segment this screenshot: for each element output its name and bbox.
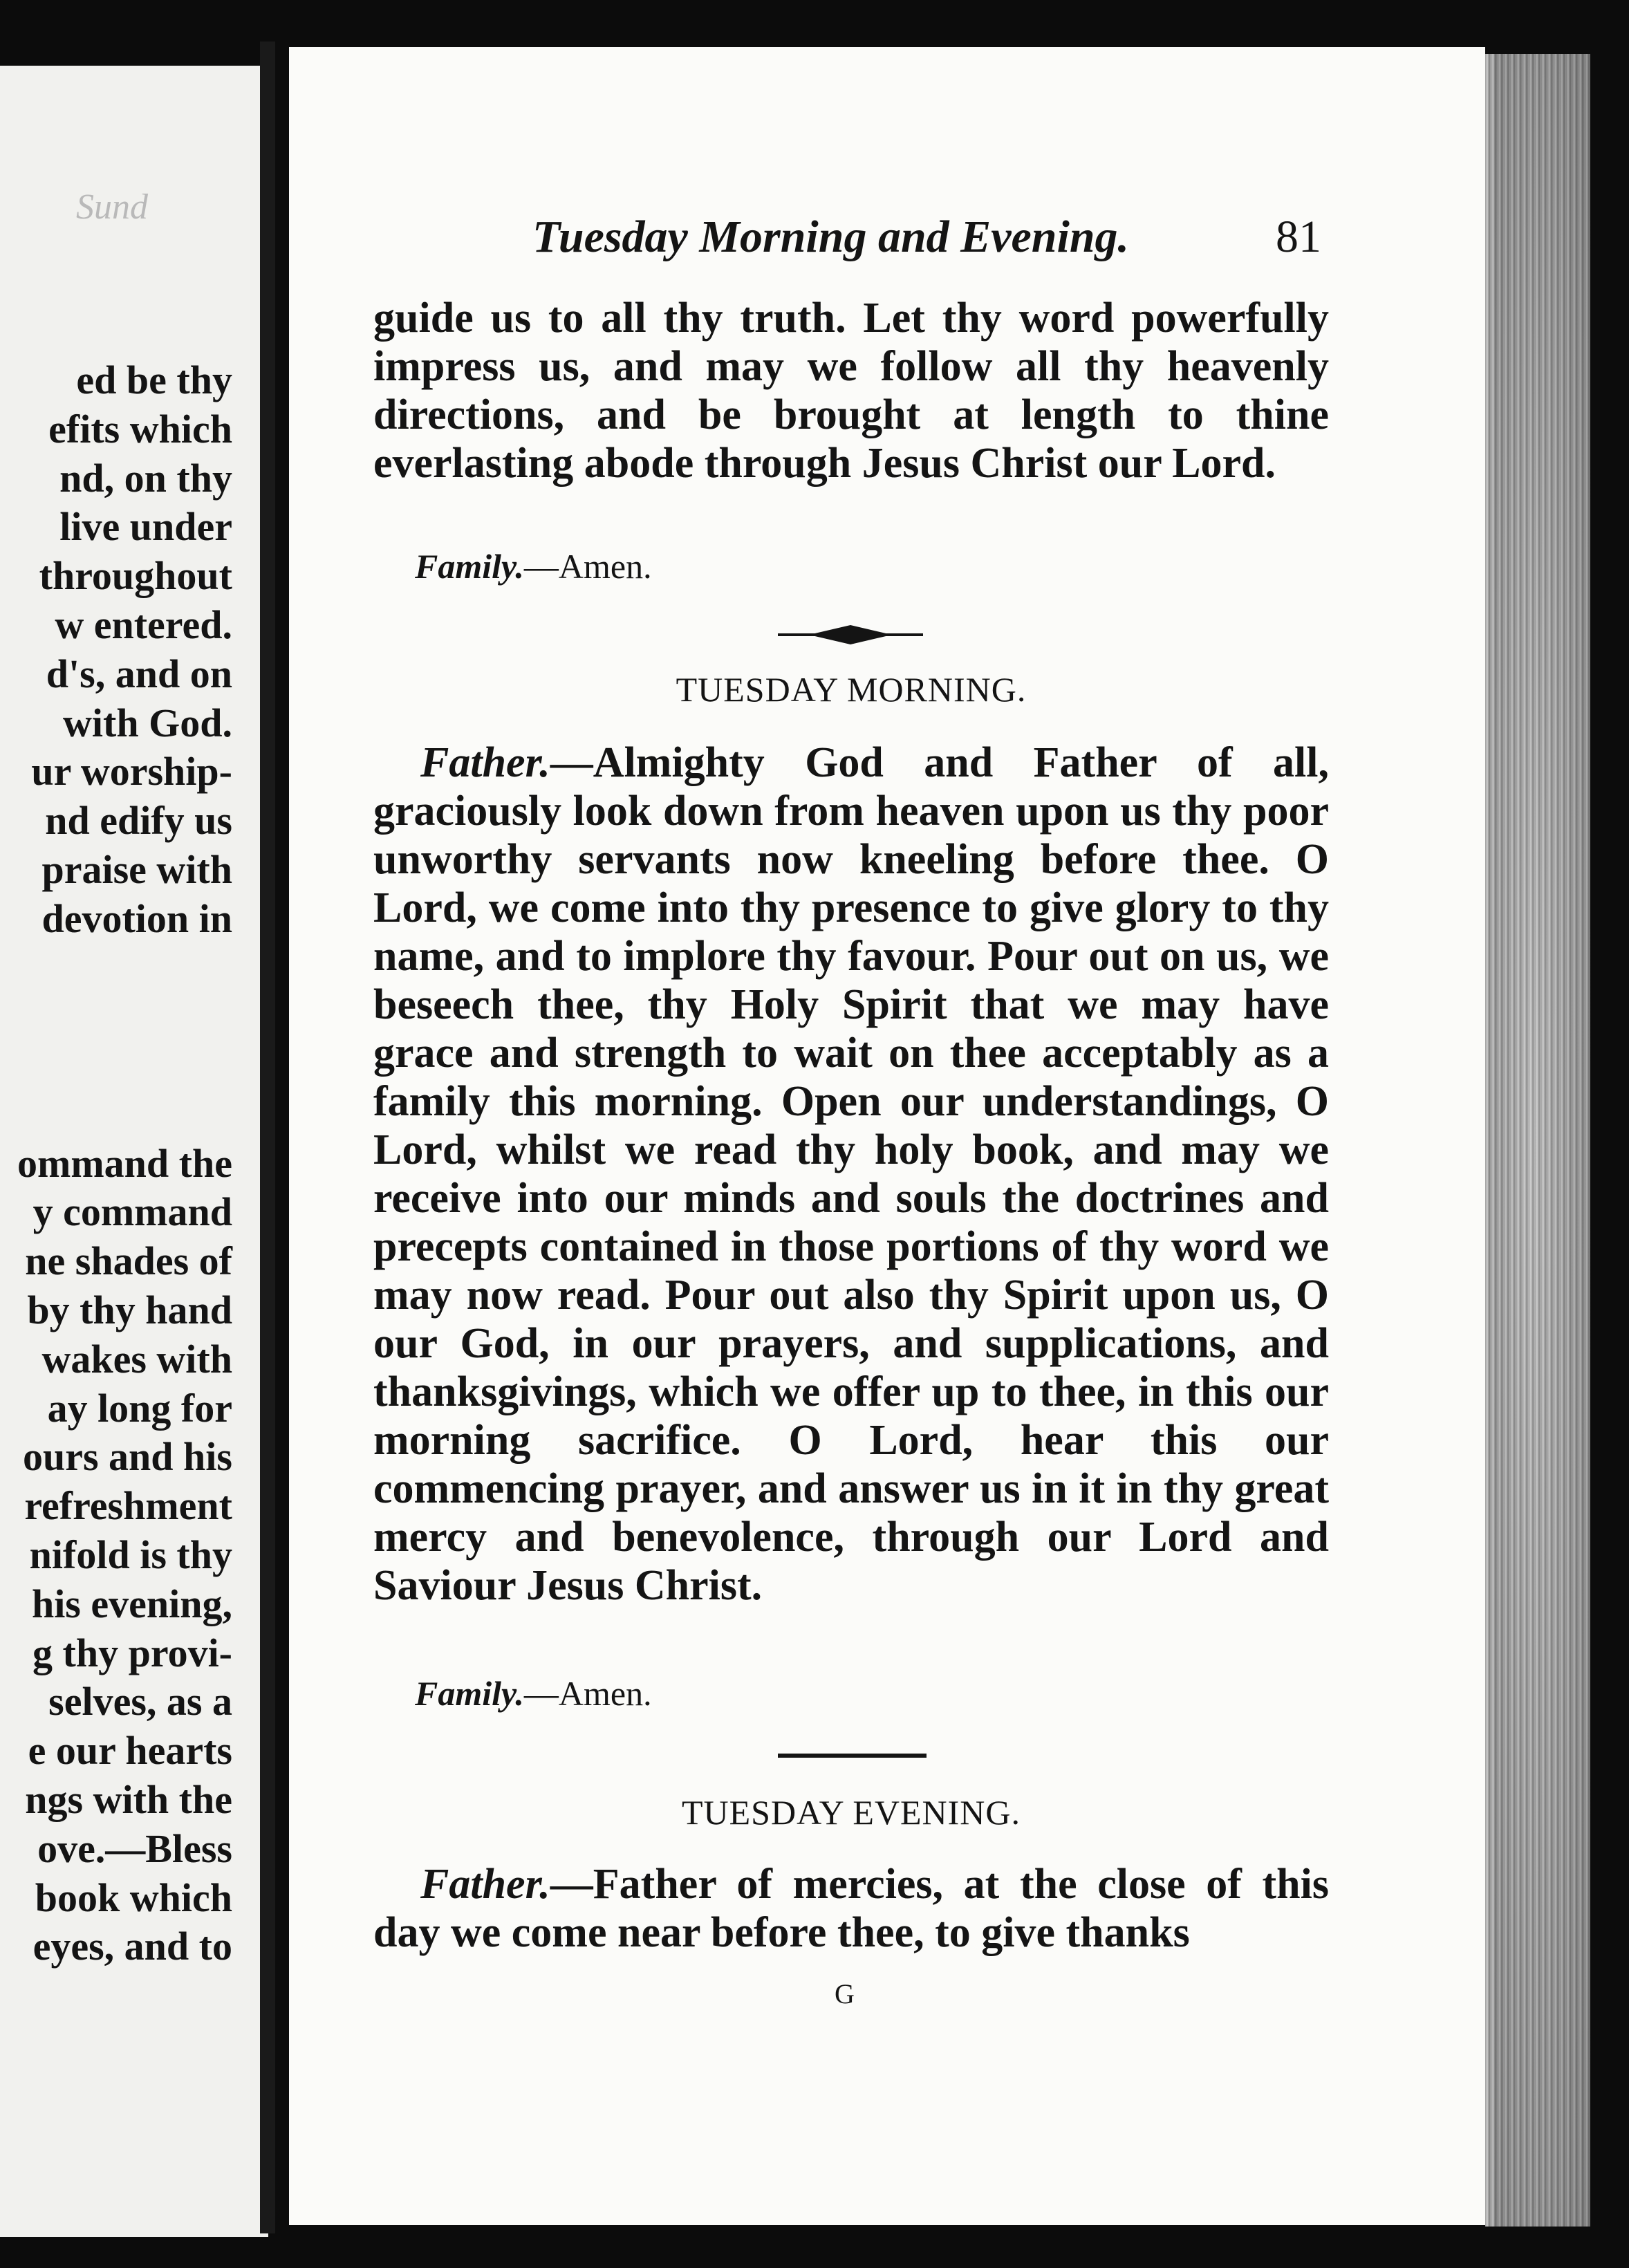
heading-tuesday-morning: TUESDAY MORNING. <box>676 670 1027 709</box>
left-line: ngs with the <box>25 1776 232 1822</box>
left-running-head: Sund <box>76 187 148 227</box>
left-line: ed be thy <box>76 357 232 402</box>
left-line: nifold is thy <box>29 1532 232 1577</box>
left-line: nd, on thy <box>59 455 232 501</box>
evening-prayer <box>373 1860 1329 1957</box>
continuation-paragraph <box>373 294 1329 487</box>
left-line: ay long for <box>47 1385 232 1431</box>
response-text: —Amen. <box>523 547 652 586</box>
left-line: ur worship- <box>31 749 232 794</box>
morning-prayer-text: —Almighty God and Father of all, graciously look down from heaven upon us thy poor unworthy servants now kneeling before thee. O Lord, we come into thy presence to give glory to thy name, and to implore thy favour. Pour out on us, we beseech thee, thy Holy Spirit that we may have grace and strength to wait on thee acceptably as a family this morning. Open our understandings, O Lord, whilst we read thy holy book, and may we receive into our minds and souls the doctrines and precepts contained in those portions of thy word we may now read. Pour out also thy Spirit upon us, O our God, in our prayers, and supplications, and thanksgivings, which we offer up to thee, in this our morning sacrifice. O Lord, hear this our commencing prayer, and answer us in it in thy great mercy and benevolence, through our Lord and Saviour Jesus Christ. <box>373 739 1329 1609</box>
left-line: selves, as a <box>48 1679 232 1725</box>
ornament-divider <box>778 622 923 647</box>
left-line: ove.—Bless <box>37 1825 232 1871</box>
continuation-text: guide us to all thy truth. Let thy word powerfully impress us, and may we follow all thy heavenly directions, and be brought at length to thine everlasting abode through Jesus Christ our Lord. <box>373 295 1329 487</box>
left-line: devotion in <box>41 895 232 941</box>
left-line: eyes, and to <box>32 1924 232 1969</box>
left-line: refreshment <box>24 1483 232 1529</box>
left-line: ommand the <box>17 1140 232 1186</box>
heading-tuesday-evening: TUESDAY EVENING. <box>681 1793 1021 1832</box>
response-amen-2 <box>415 1673 652 1713</box>
left-line: wakes with <box>41 1336 232 1382</box>
left-line: ne shades of <box>25 1238 232 1284</box>
left-line: book which <box>35 1875 232 1920</box>
response-amen-1 <box>415 546 652 586</box>
signature-mark: G <box>835 1978 855 2009</box>
book-gutter <box>260 41 275 2233</box>
left-page-text <box>0 356 232 1971</box>
left-line: with God. <box>63 700 232 745</box>
left-line: his evening, <box>31 1581 232 1626</box>
running-head: Tuesday Morning and Evening. <box>532 212 1130 262</box>
page-edge-shadow <box>1493 54 1590 2227</box>
left-line: by thy hand <box>27 1287 232 1332</box>
left-line: nd edify us <box>45 798 232 844</box>
section-rule <box>778 1754 927 1758</box>
left-line: live under <box>59 504 232 550</box>
left-line: throughout <box>39 553 232 599</box>
left-text-top <box>0 356 232 944</box>
left-line: efits which <box>48 406 232 452</box>
morning-speaker: Father. <box>420 739 550 786</box>
response-speaker: Family. <box>415 1674 524 1713</box>
left-line: ours and his <box>22 1434 232 1480</box>
left-line: y command <box>32 1189 232 1235</box>
evening-prayer-text: —Father of mercies, at the close of this day we come near before thee, to give thanks <box>373 1861 1329 1956</box>
response-text: —Amen. <box>523 1674 652 1713</box>
left-text-bottom <box>0 1140 232 1972</box>
page-number: 81 <box>1276 212 1321 262</box>
left-facing-page <box>0 66 268 2237</box>
left-line: g thy provi- <box>32 1630 232 1675</box>
left-line: d's, and on <box>46 651 232 696</box>
left-line: w entered. <box>55 602 232 647</box>
left-line: praise with <box>41 846 232 892</box>
morning-prayer <box>373 738 1329 1610</box>
response-speaker: Family. <box>415 547 524 586</box>
evening-speaker: Father. <box>420 1861 550 1908</box>
left-line: e our hearts <box>28 1728 232 1774</box>
